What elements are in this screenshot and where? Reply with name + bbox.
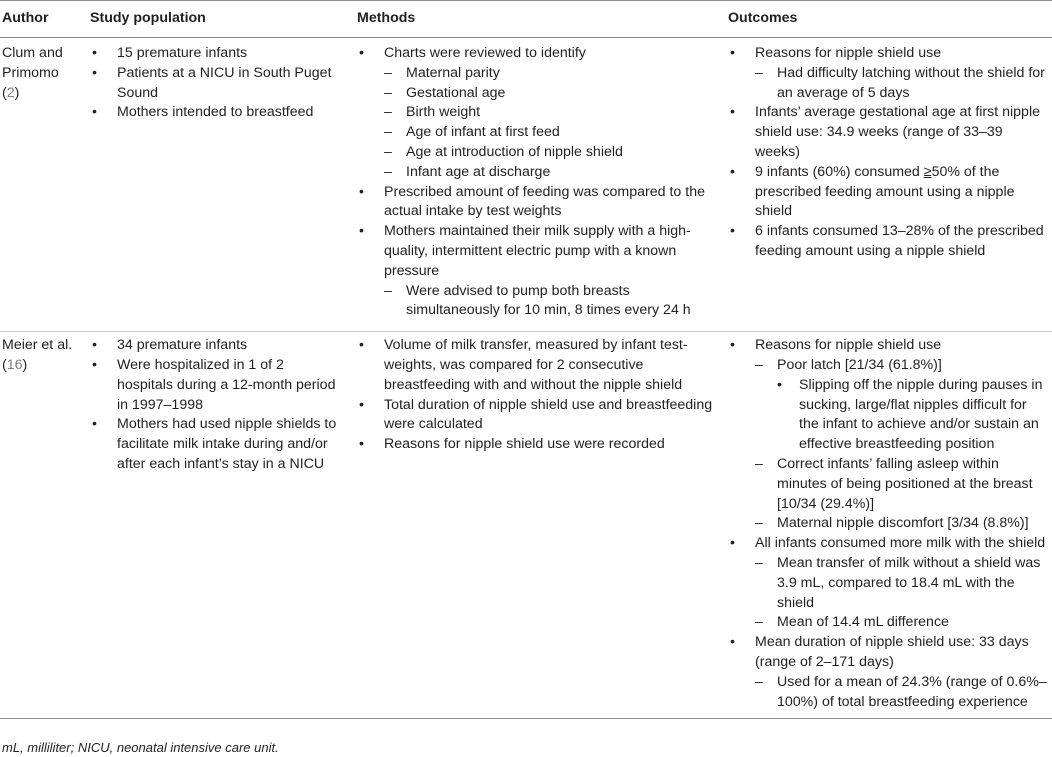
population-cell bbox=[80, 332, 345, 719]
list-item-text: Charts were reviewed to identify bbox=[384, 45, 586, 61]
sub-list-item: – Maternal parity bbox=[384, 64, 716, 84]
list-item bbox=[359, 222, 716, 321]
sub-list-item: – Used for a mean of 24.3% (range of 0.6%–100%) of total breastfeeding experience bbox=[755, 673, 1048, 713]
list-item: • Prescribed amount of feeding was compared to the actual intake by test weights bbox=[359, 183, 716, 223]
greater-equal-symbol: ≥ bbox=[923, 163, 932, 180]
sub-list-item: – Were advised to pump both breasts simultaneously for 10 min, 8 times every 24 h bbox=[384, 282, 716, 322]
author-name: Meier et al. bbox=[2, 337, 73, 354]
sub-list-item bbox=[755, 356, 1048, 455]
list-item: • 15 premature infants bbox=[92, 44, 341, 64]
outcomes-cell bbox=[720, 332, 1052, 719]
sub-sub-list-item: • Slipping off the nipple during pauses in sucking, large/flat nipples difficult for the infant to achieve and/or sustain an effective breastfeeding position bbox=[777, 376, 1048, 455]
methods-cell bbox=[345, 38, 720, 332]
list-item: • Volume of milk transfer, measured by infant test-weights, was compared for 2 consecutive breastfeeding with and without the nipple shield bbox=[359, 336, 716, 395]
list-item-text: Mean duration of nipple shield use: 33 days (range of 2–171 days) bbox=[755, 634, 1029, 670]
list-item-text: Mothers maintained their milk supply with a high-quality, intermittent electric pump with a known pressure bbox=[384, 223, 691, 279]
outcomes-cell bbox=[720, 38, 1052, 332]
table-footnote: mL, milliliter; NICU, neonatal intensive care unit. bbox=[2, 740, 279, 755]
list-item-text: Reasons for nipple shield use bbox=[755, 337, 942, 354]
list-item bbox=[730, 633, 1048, 712]
sub-list-item: – Birth weight bbox=[384, 103, 716, 123]
list-item: • Mothers intended to breastfeed bbox=[92, 103, 341, 123]
sub-list-item: – Maternal nipple discomfort [3/34 (8.8%)] bbox=[755, 514, 1048, 534]
reference-link[interactable]: 2 bbox=[6, 84, 15, 101]
sub-list-item: – Gestational age bbox=[384, 84, 716, 104]
reference-link[interactable]: 16 bbox=[6, 356, 23, 373]
sub-list-item: – Infant age at discharge bbox=[384, 163, 716, 183]
list-item bbox=[730, 534, 1048, 633]
author-cell: Meier et al. (16) bbox=[0, 332, 80, 719]
header-population: Study population bbox=[80, 1, 345, 38]
sub-list-item-text: Poor latch [21/34 (61.8%)] bbox=[777, 356, 942, 373]
list-item: • Reasons for nipple shield use were recorded bbox=[359, 435, 716, 455]
sub-list-item: – Age at introduction of nipple shield bbox=[384, 143, 716, 163]
list-item: • Total duration of nipple shield use and breastfeeding were calculated bbox=[359, 396, 716, 436]
list-item-text: All infants consumed more milk with the shield bbox=[755, 535, 1046, 552]
list-item bbox=[359, 44, 716, 183]
list-item: • 6 infants consumed 13–28% of the prescribed feeding amount using a nipple shield bbox=[730, 222, 1048, 262]
header-author: Author bbox=[0, 1, 80, 38]
list-item-text: 9 infants (60%) consumed bbox=[755, 163, 924, 180]
sub-list-item: – Age of infant at first feed bbox=[384, 123, 716, 143]
list-item: • 34 premature infants bbox=[92, 336, 341, 356]
table-row bbox=[0, 38, 1052, 332]
table-row bbox=[0, 332, 1052, 719]
list-item bbox=[730, 163, 1048, 222]
sub-list-item: – Mean transfer of milk without a shield was 3.9 mL, compared to 18.4 mL with the shield bbox=[755, 554, 1048, 613]
list-item: • Patients at a NICU in South Puget Sound bbox=[92, 64, 341, 104]
header-methods: Methods bbox=[345, 1, 720, 38]
list-item: • Infants’ average gestational age at first nipple shield use: 34.9 weeks (range of 33–39 weeks) bbox=[730, 103, 1048, 162]
list-item: • Mothers had used nipple shields to facilitate milk intake during and/or after each infant’s stay in a NICU bbox=[92, 415, 341, 474]
population-cell bbox=[80, 38, 345, 332]
list-item bbox=[730, 336, 1048, 534]
header-row bbox=[0, 1, 1052, 38]
sub-list-item: – Mean of 14.4 mL difference bbox=[755, 613, 1048, 633]
header-outcomes: Outcomes bbox=[720, 1, 1052, 38]
sub-list-item: – Correct infants’ falling asleep within minutes of being positioned at the breast [10/34 (29.4%)] bbox=[755, 455, 1048, 514]
author-cell: Clum and Primomo (2) bbox=[0, 38, 80, 332]
methods-cell bbox=[345, 332, 720, 719]
list-item: • Were hospitalized in 1 of 2 hospitals during a 12-month period in 1997–1998 bbox=[92, 356, 341, 415]
author-name: Clum and Primomo bbox=[2, 45, 63, 81]
list-item bbox=[730, 44, 1048, 103]
list-item-text: Reasons for nipple shield use bbox=[755, 45, 942, 61]
sub-list-item: – Had difficulty latching without the shield for an average of 5 days bbox=[755, 64, 1048, 104]
list-item-text: 50% of the prescribed feeding amount using a nipple shield bbox=[755, 163, 1015, 220]
